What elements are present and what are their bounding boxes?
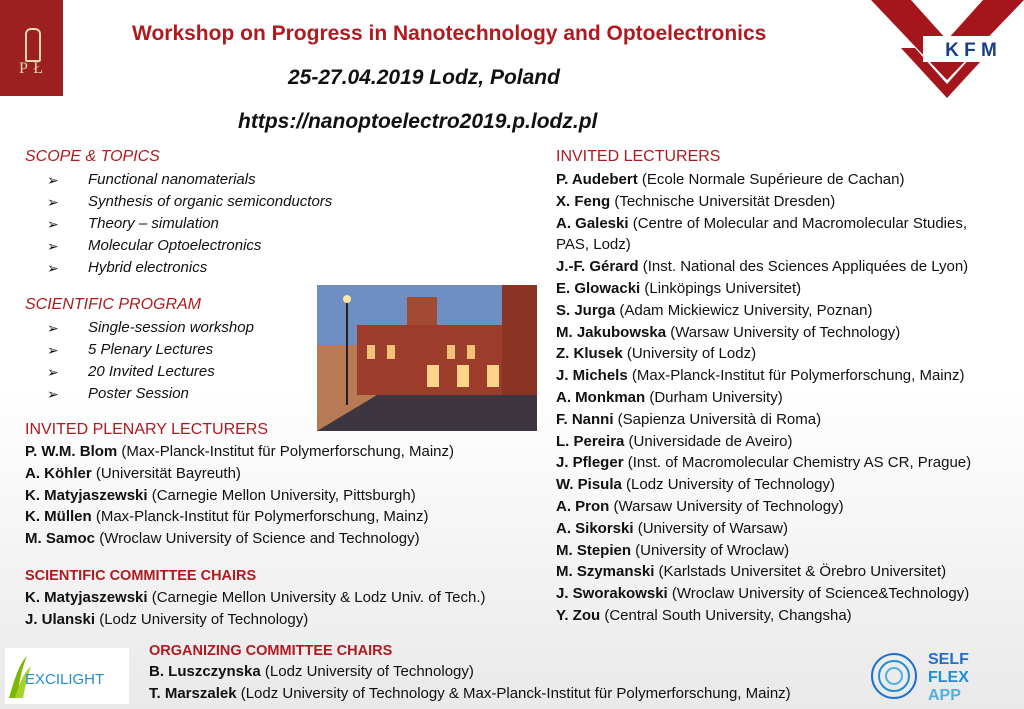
lecturer-affiliation: (Warsaw University of Technology) <box>666 323 901 341</box>
list-item: ➢ Poster Session <box>47 383 307 405</box>
arrow-bullet-icon: ➢ <box>47 320 59 336</box>
lecturer-affiliation: (Wroclaw University of Science and Technology) <box>95 530 420 548</box>
organizing-heading: ORGANIZING COMMITTEE CHAIRS <box>149 643 393 659</box>
lecturer-affiliation: (Wroclaw University of Science&Technology) <box>667 585 970 603</box>
lecturer-name: A. Galeski <box>556 214 629 232</box>
list-item <box>556 278 1018 300</box>
workshop-title: Workshop on Progress in Nanotechnology and Optoelectronics <box>132 22 767 45</box>
lecturer-affiliation: (Linköpings Universitet) <box>640 279 802 297</box>
chair-affiliation: (Lodz University of Technology & Max-Planck-Institut für Polymerforschung, Mainz) <box>236 684 791 702</box>
chair-name: J. Ulanski <box>25 610 96 628</box>
list-item: ➢ 20 Invited Lectures <box>47 361 307 383</box>
logo-text: P Ł <box>18 60 45 77</box>
lecturer-affiliation: (Max-Planck-Institut für Polymerforschung, Mainz) <box>117 443 455 460</box>
selfflex-line-3: APP <box>928 687 961 704</box>
organizing-list <box>149 661 869 705</box>
lecturer-name: F. Nanni <box>556 410 614 428</box>
chair-affiliation: (Carnegie Mellon University & Lodz Univ. of Tech.) <box>147 589 486 606</box>
arrow-bullet-icon: ➢ <box>47 260 59 276</box>
chair-name: B. Luszczynska <box>149 663 261 680</box>
list-item <box>25 609 545 631</box>
lecturer-name: A. Köhler <box>25 464 92 482</box>
lecturer-name: J. Michels <box>556 367 628 385</box>
lecturer-name: Y. Zou <box>556 606 601 624</box>
arrow-bullet-icon: ➢ <box>47 194 59 210</box>
list-item: ➢ Molecular Optoelectronics <box>47 235 367 257</box>
list-item <box>25 441 545 463</box>
list-item <box>25 506 545 528</box>
excilight-logo <box>5 648 129 704</box>
selfflex-line-2: FLEX <box>928 669 969 686</box>
lecturer-name: M. Stepien <box>556 541 632 559</box>
list-item <box>556 365 1018 387</box>
lecturer-name: P. W.M. Blom <box>25 443 118 460</box>
list-item <box>556 213 1018 235</box>
excilight-text: EXCILIGHT <box>25 671 105 688</box>
kfm-letters: K F M <box>945 40 997 61</box>
lecturer-affiliation: (Max-Planck-Institut für Polymerforschung, Mainz) <box>627 367 965 385</box>
arrow-bullet-icon: ➢ <box>47 172 59 188</box>
lecturer-affiliation: (Inst. of Macromolecular Chemistry AS CR, Prague) <box>623 454 972 472</box>
list-item <box>556 605 1018 627</box>
chair-affiliation: (Lodz University of Technology) <box>260 663 474 680</box>
lecturer-affiliation: (Adam Mickiewicz University, Poznan) <box>615 301 873 319</box>
list-item: ➢ Theory – simulation <box>47 213 367 235</box>
lecturer-name: J.-F. Gérard <box>556 258 639 276</box>
list-item <box>149 661 869 683</box>
lecturer-name: E. Glowacki <box>556 279 641 297</box>
arrow-bullet-icon: ➢ <box>47 386 59 402</box>
lecturer-name: K. Müllen <box>25 508 92 526</box>
venue-photo <box>317 285 537 431</box>
list-item <box>556 561 1018 583</box>
lecturer-name: W. Pisula <box>556 476 622 494</box>
arrow-bullet-icon: ➢ <box>47 238 59 254</box>
list-item <box>556 234 1018 256</box>
plenary-list <box>25 441 545 550</box>
lecturer-name: A. Sikorski <box>556 519 634 537</box>
chair-name: T. Marszalek <box>149 684 237 702</box>
lecturer-name: A. Monkman <box>556 388 646 406</box>
lecturer-name: S. Jurga <box>556 301 616 319</box>
invited-heading: INVITED LECTURERS <box>556 148 721 165</box>
lecturer-affiliation: (Karlstads Universitet & Örebro Universitet) <box>654 563 947 581</box>
lecturer-affiliation: (Technische Universität Dresden) <box>610 192 836 210</box>
list-item <box>556 300 1018 322</box>
list-item: ➢ 5 Plenary Lectures <box>47 339 307 361</box>
chair-affiliation: (Lodz University of Technology) <box>95 610 309 628</box>
lecturer-name: X. Feng <box>556 192 611 210</box>
list-item: ➢ Hybrid electronics <box>47 257 367 279</box>
list-item <box>556 387 1018 409</box>
lecturer-affiliation: (Inst. National des Sciences Appliquées de Lyon) <box>638 258 969 276</box>
list-item <box>149 683 869 705</box>
list-item <box>556 583 1018 605</box>
lecturer-affiliation: (University of Lodz) <box>622 345 757 363</box>
lecturer-name: P. Audebert <box>556 171 638 188</box>
selfflex-line-1: SELF <box>928 651 969 668</box>
program-heading: SCIENTIFIC PROGRAM <box>25 296 202 313</box>
list-item: ➢ Synthesis of organic semiconductors <box>47 191 367 213</box>
lecturer-affiliation: (Sapienza Università di Roma) <box>613 410 822 428</box>
lecturer-affiliation: (Warsaw University of Technology) <box>609 497 844 515</box>
arrow-bullet-icon: ➢ <box>47 216 59 232</box>
chair-name: K. Matyjaszewski <box>25 589 148 606</box>
list-item <box>556 452 1018 474</box>
lecturer-name: Z. Klusek <box>556 345 623 363</box>
list-item <box>556 474 1018 496</box>
workshop-dates: 25-27.04.2019 Lodz, Poland <box>288 66 560 89</box>
list-item <box>556 431 1018 453</box>
list-item <box>556 496 1018 518</box>
lecturer-affiliation: (Max-Planck-Institut für Polymerforschung, Mainz) <box>91 508 429 526</box>
lecturer-name: M. Samoc <box>25 530 96 548</box>
list-item <box>25 587 545 609</box>
list-item <box>556 191 1018 213</box>
list-item: ➢ Single-session workshop <box>47 317 307 339</box>
lecturer-affiliation: (Universität Bayreuth) <box>91 464 241 482</box>
list-item <box>556 409 1018 431</box>
lecturer-affiliation: (Universidade de Aveiro) <box>624 432 793 450</box>
building-illustration <box>317 285 537 431</box>
lecturer-name: L. Pereira <box>556 432 625 450</box>
list-item <box>25 485 545 507</box>
program-list <box>47 317 307 405</box>
list-item <box>25 463 545 485</box>
lecturer-affiliation: PAS, Lodz) <box>556 236 631 254</box>
lecturer-affiliation: (University of Wroclaw) <box>631 541 790 559</box>
lecturer-name: A. Pron <box>556 497 610 515</box>
lecturer-affiliation: (Carnegie Mellon University, Pittsburgh) <box>147 486 416 504</box>
plenary-heading: INVITED PLENARY LECTURERS <box>25 421 269 438</box>
selfflexapp-logo <box>868 646 1018 706</box>
arrow-bullet-icon: ➢ <box>47 342 59 358</box>
lecturer-affiliation: (Lodz University of Technology) <box>621 476 836 494</box>
university-logo <box>0 0 63 96</box>
list-item <box>25 528 545 550</box>
lecturer-name: K. Matyjaszewski <box>25 486 148 504</box>
invited-list <box>556 169 1018 627</box>
lecturer-name: M. Jakubowska <box>556 323 667 341</box>
list-item <box>556 322 1018 344</box>
list-item: ➢ Functional nanomaterials <box>47 169 367 191</box>
committee-heading: SCIENTIFIC COMMITTEE CHAIRS <box>25 568 257 584</box>
kfm-logo <box>871 0 1024 100</box>
lecturer-affiliation: (Durham University) <box>645 388 783 406</box>
committee-list <box>25 587 545 631</box>
scope-list <box>47 169 367 279</box>
list-item <box>556 518 1018 540</box>
workshop-url[interactable]: https://nanoptoelectro2019.p.lodz.pl <box>238 110 598 133</box>
lecturer-affiliation: (University of Warsaw) <box>633 519 789 537</box>
lecturer-affiliation: (Central South University, Changsha) <box>600 606 852 624</box>
lecturer-affiliation: (Centre of Molecular and Macromolecular Studies, <box>628 214 968 232</box>
lecturer-affiliation: (Ecole Normale Supérieure de Cachan) <box>637 171 905 188</box>
lecturer-name: J. Pfleger <box>556 454 624 472</box>
scope-heading: SCOPE & TOPICS <box>25 148 160 165</box>
list-item <box>556 540 1018 562</box>
list-item <box>556 256 1018 278</box>
list-item <box>556 343 1018 365</box>
list-item <box>556 169 1018 191</box>
arrow-bullet-icon: ➢ <box>47 364 59 380</box>
lecturer-name: M. Szymanski <box>556 563 655 581</box>
lecturer-name: J. Sworakowski <box>556 585 668 603</box>
torch-icon <box>25 28 41 62</box>
